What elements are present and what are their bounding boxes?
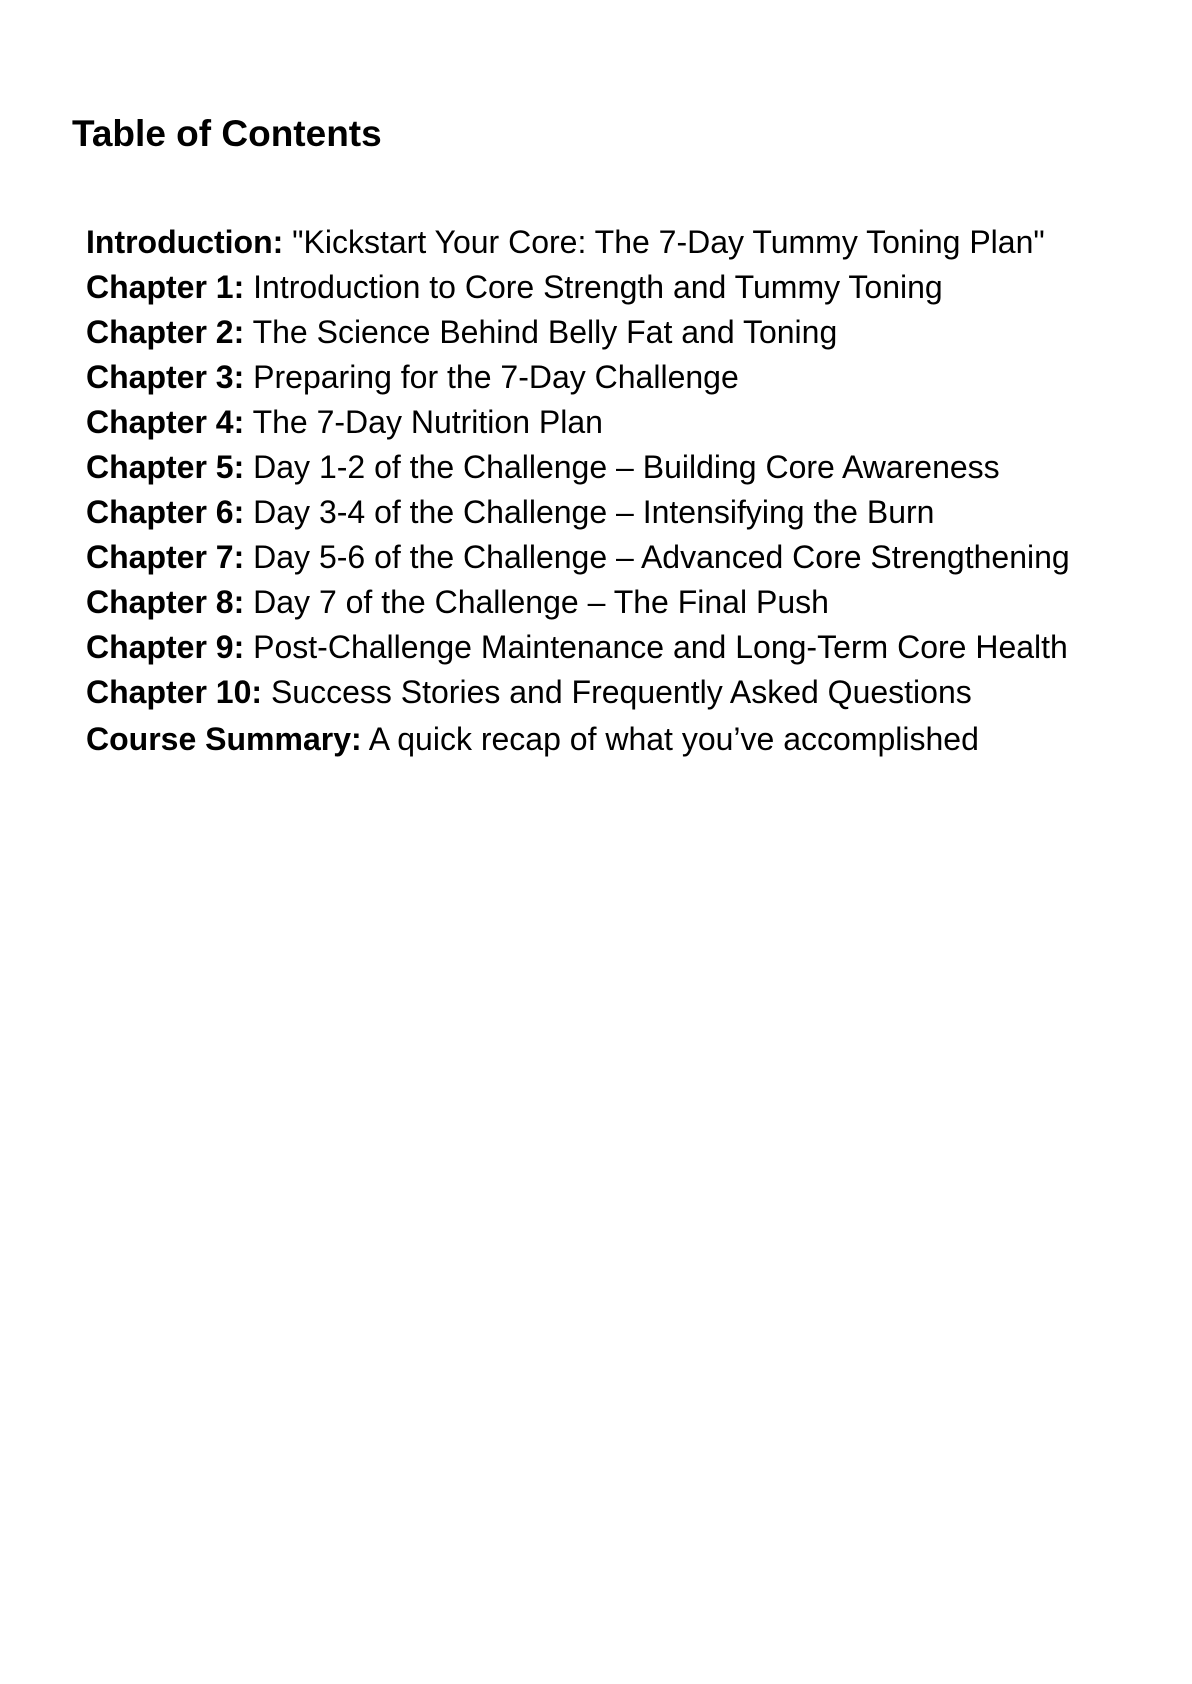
toc-entry-label: Chapter 5: (86, 449, 245, 485)
toc-entry-chapter-1 (86, 265, 1176, 310)
toc-entry-label: Chapter 2: (86, 314, 245, 350)
toc-entry-chapter-4 (86, 400, 1176, 445)
toc-entry-label: Chapter 7: (86, 539, 245, 575)
toc-entry-text: "Kickstart Your Core: The 7-Day Tummy Toning Plan" (292, 224, 1045, 260)
toc-entry-chapter-3 (86, 355, 1176, 400)
toc-entry-label: Course Summary: (86, 721, 362, 757)
toc-entry-text: Introduction to Core Strength and Tummy Toning (253, 269, 943, 305)
toc-entry-label: Chapter 1: (86, 269, 245, 305)
toc-entry-text: Success Stories and Frequently Asked Questions (270, 674, 972, 710)
toc-entry-chapter-2 (86, 310, 1176, 355)
toc-entry-course-summary (86, 717, 1176, 762)
toc-entry-text: Day 1-2 of the Challenge – Building Core Awareness (253, 449, 1000, 485)
toc-entry-text: Day 7 of the Challenge – The Final Push (253, 584, 829, 620)
toc-entry-label: Chapter 3: (86, 359, 245, 395)
toc-entry-label: Chapter 6: (86, 494, 245, 530)
toc-entry-text: Preparing for the 7-Day Challenge (253, 359, 739, 395)
toc-entry-text: Day 3-4 of the Challenge – Intensifying the Burn (253, 494, 935, 530)
toc-entry-chapter-9 (86, 625, 1176, 670)
page-title: Table of Contents (72, 113, 382, 154)
toc-entry-text: The 7-Day Nutrition Plan (252, 404, 603, 440)
toc-entry-label: Chapter 8: (86, 584, 245, 620)
toc-entry-text: The Science Behind Belly Fat and Toning (252, 314, 838, 350)
table-of-contents (86, 220, 1176, 762)
toc-entry-introduction (86, 220, 1176, 265)
toc-entry-chapter-6 (86, 490, 1176, 535)
toc-entry-label: Introduction: (86, 224, 284, 260)
toc-entry-chapter-5 (86, 445, 1176, 490)
toc-entry-chapter-10 (86, 670, 1176, 715)
toc-entry-text: Post-Challenge Maintenance and Long-Term Core Health (253, 629, 1068, 665)
toc-entry-chapter-8 (86, 580, 1176, 625)
toc-entry-label: Chapter 9: (86, 629, 245, 665)
toc-entry-chapter-7 (86, 535, 1176, 580)
toc-entry-label: Chapter 10: (86, 674, 263, 710)
toc-entry-text: A quick recap of what you’ve accomplished (368, 721, 979, 757)
toc-entry-label: Chapter 4: (86, 404, 245, 440)
toc-entry-text: Day 5-6 of the Challenge – Advanced Core Strengthening (253, 539, 1070, 575)
